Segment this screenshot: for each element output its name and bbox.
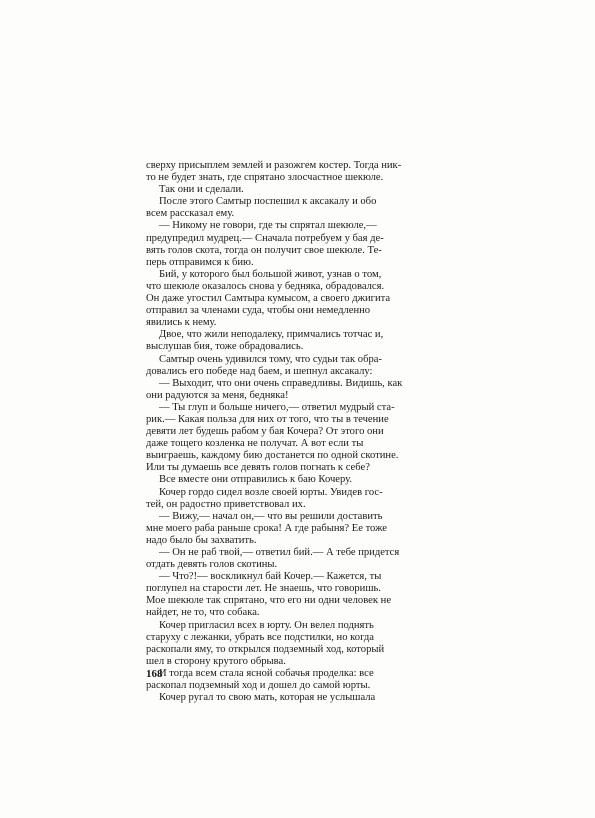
text-line: Кочер пригласил всех в юрту. Он велел поднять (159, 619, 374, 631)
text-line: Кочер гордо сидел возле своей юрты. Увидев гос- (159, 486, 383, 498)
text-line: — Ты глуп и больше ничего,— ответил мудрый ста- (159, 401, 395, 413)
text-line: раскопали яму, то открылся подземный ход, который (146, 643, 385, 655)
text-line: Бий, у которого был большой живот, узнав о том, (159, 268, 382, 280)
text-line: Так они и сделали. (159, 184, 244, 196)
text-line: отправил за членами суда, чтобы они немедленно (146, 305, 371, 317)
text-line: рик.— Какая польза для них от того, что ты в течение (146, 413, 389, 425)
text-line: — Он не раб твой,— ответил бий.— А тебе придется (159, 547, 400, 558)
text-line: Самтыр очень удивился тому, что судьи так обра- (159, 353, 383, 365)
text-line: сверху присыплем землей и разожгем костер. Тогда ник- (146, 160, 402, 171)
text-line: — Вижу,— начал он,— что вы решили доставить (159, 510, 383, 522)
text-line: довались его победе над баем, и шепнул аксакалу: (146, 365, 373, 377)
text-line: мне моего раба раньше срока! А где рабыня? Ее тоже (146, 522, 387, 534)
text-line: И тогда всем стала ясной собачья проделка: все (159, 667, 374, 679)
text-line: всем рассказал ему. (146, 208, 235, 220)
text-line: тей, он радостно приветствовал их. (146, 498, 306, 510)
text-line: — Что?!— воскликнул бай Кочер.— Кажется, ты (159, 571, 382, 583)
text-line: девяти лет будешь рабом у бая Кочера? От этого они (146, 426, 384, 438)
text-line: даже тощего козленка не получат. А вот если ты (146, 438, 364, 450)
text-line: Он даже угостил Самтыра кумысом, а своего джигита (146, 293, 391, 305)
text-line: предупредил мудрец.— Сначала потребуем у бая де- (146, 232, 384, 244)
text-line: выиграешь, каждому бию достанется по одной скотине. (146, 450, 399, 462)
text-line: явились к нему. (146, 317, 217, 329)
body-text (146, 160, 458, 704)
text-line: старуху с лежанки, убрать все подстилки, но когда (146, 631, 374, 643)
text-line: выслушав бия, тоже обрадовались. (146, 341, 304, 353)
text-line: Двое, что жили неподалеку, примчались тотчас и, (159, 329, 384, 341)
text-line: — Никому не говори, где ты спрятал шекюле,— (159, 220, 377, 232)
text-line: перь отправимся к бию. (146, 256, 254, 268)
text-line: они радуются за меня, бедняка! (146, 389, 289, 401)
text-line: Все вместе они отправились к баю Кочеру. (159, 474, 353, 486)
text-line: Или ты думаешь все девять голов погнать к себе? (146, 462, 370, 474)
page-number: 168 (146, 668, 163, 680)
text-line: поглупел на старости лет. Не знаешь, что говоришь. (146, 583, 381, 595)
text-line: вять голов скота, тогда он получит свое шекюле. Те- (146, 244, 382, 256)
text-line: Мое шекюле так спрятано, что его ни одни человек не (146, 595, 392, 607)
text-line: то не будет знать, где спрятано злосчастное шекюле. (146, 172, 384, 184)
text-line: После этого Самтыр поспешил к аксакалу и обо (159, 196, 377, 208)
text-line: шел в сторону крутого обрыва. (146, 655, 286, 667)
text-line: раскопал подземный ход и дошел до самой юрты. (146, 680, 371, 692)
text-line: отдать девять голов скотины. (146, 559, 278, 571)
text-line: что шекюле оказалось снова у бедняка, обрадовался. (146, 280, 385, 292)
text-line: найдет, не то, что собака. (146, 607, 260, 619)
text-line: — Выходит, что они очень справедливы. Видишь, как (159, 377, 403, 389)
text-line: Кочер ругал то свою мать, которая не услышала (159, 692, 376, 704)
text-line: надо было бы захватить. (146, 534, 257, 546)
